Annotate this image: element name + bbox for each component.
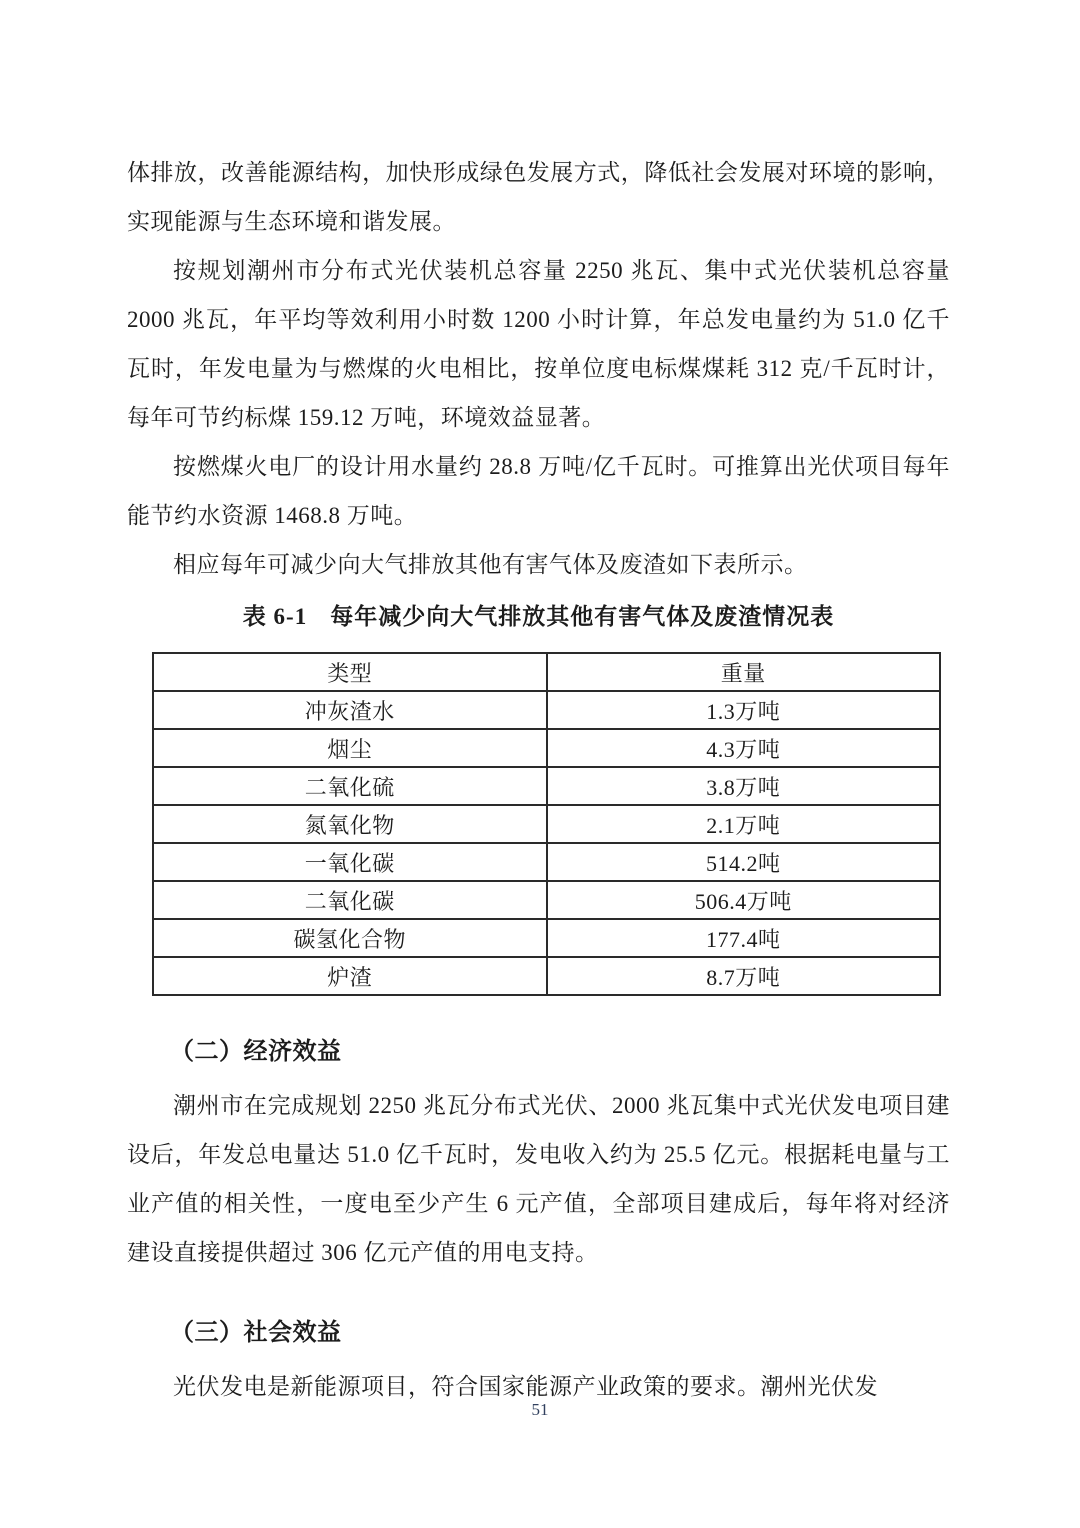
cell-type: 一氧化碳 bbox=[153, 843, 547, 881]
table-row bbox=[153, 729, 940, 767]
table-row bbox=[153, 805, 940, 843]
cell-weight: 4.3万吨 bbox=[547, 729, 941, 767]
cell-weight: 2.1万吨 bbox=[547, 805, 941, 843]
page-content bbox=[127, 148, 950, 1411]
cell-weight: 8.7万吨 bbox=[547, 957, 941, 995]
cell-weight: 506.4万吨 bbox=[547, 881, 941, 919]
table-row bbox=[153, 767, 940, 805]
cell-type: 烟尘 bbox=[153, 729, 547, 767]
cell-weight: 177.4吨 bbox=[547, 919, 941, 957]
cell-weight: 514.2吨 bbox=[547, 843, 941, 881]
table-caption: 每年减少向大气排放其他有害气体及废渣情况表 bbox=[330, 604, 835, 629]
table-label: 表 6-1 bbox=[242, 604, 308, 629]
cell-weight: 1.3万吨 bbox=[547, 691, 941, 729]
cell-type: 二氧化碳 bbox=[153, 881, 547, 919]
column-header-weight: 重量 bbox=[547, 653, 941, 691]
table-row bbox=[153, 957, 940, 995]
cell-type: 碳氢化合物 bbox=[153, 919, 547, 957]
section-paragraph-social-benefit: 光伏发电是新能源项目，符合国家能源产业政策的要求。潮州光伏发 bbox=[173, 1374, 878, 1399]
table-row bbox=[153, 919, 940, 957]
section-heading-social-benefit: （三）社会效益 bbox=[170, 1320, 342, 1346]
cell-type: 炉渣 bbox=[153, 957, 547, 995]
table-row bbox=[153, 691, 940, 729]
cell-type: 二氧化硫 bbox=[153, 767, 547, 805]
table-row bbox=[153, 843, 940, 881]
emissions-table bbox=[152, 652, 941, 996]
table-title bbox=[127, 597, 950, 637]
paragraph-generation-capacity: 按规划潮州市分布式光伏装机总容量 2250 兆瓦、集中式光伏装机总容量 2000 兆瓦，年平均等效利用小时数 1200 小时计算，年总发电量约为 51.0 亿千瓦时，年发电量为与燃煤的火电相比，按单位度电标煤煤耗 312 克/千瓦时计，每年可节约标煤 159.12 万吨，环境效益显著。 bbox=[127, 258, 951, 430]
paragraph-environment-continuation: 体排放，改善能源结构，加快形成绿色发展方式，降低社会发展对环境的影响，实现能源与生态环境和谐发展。 bbox=[127, 160, 950, 234]
table-header-row bbox=[153, 653, 940, 691]
column-header-type: 类型 bbox=[153, 653, 547, 691]
paragraph-water-saving: 按燃煤火电厂的设计用水量约 28.8 万吨/亿千瓦时。可推算出光伏项目每年能节约水资源 1468.8 万吨。 bbox=[127, 454, 950, 528]
page-number: 51 bbox=[531, 1400, 549, 1419]
cell-type: 冲灰渣水 bbox=[153, 691, 547, 729]
section-heading-economic-benefit: （二）经济效益 bbox=[170, 1039, 342, 1065]
cell-weight: 3.8万吨 bbox=[547, 767, 941, 805]
cell-type: 氮氧化物 bbox=[153, 805, 547, 843]
table-row bbox=[153, 881, 940, 919]
section-paragraph-economic-benefit: 潮州市在完成规划 2250 兆瓦分布式光伏、2000 兆瓦集中式光伏发电项目建设后，年发总电量达 51.0 亿千瓦时，发电收入约为 25.5 亿元。根据耗电量与工业产值的相关性，一度电至少产生 6 元产值，全部项目建成后，每年将对经济建设直接提供超过 306 亿元产值的用电支持。 bbox=[127, 1093, 950, 1265]
paragraph-table-intro: 相应每年可减少向大气排放其他有害气体及废渣如下表所示。 bbox=[173, 552, 808, 577]
